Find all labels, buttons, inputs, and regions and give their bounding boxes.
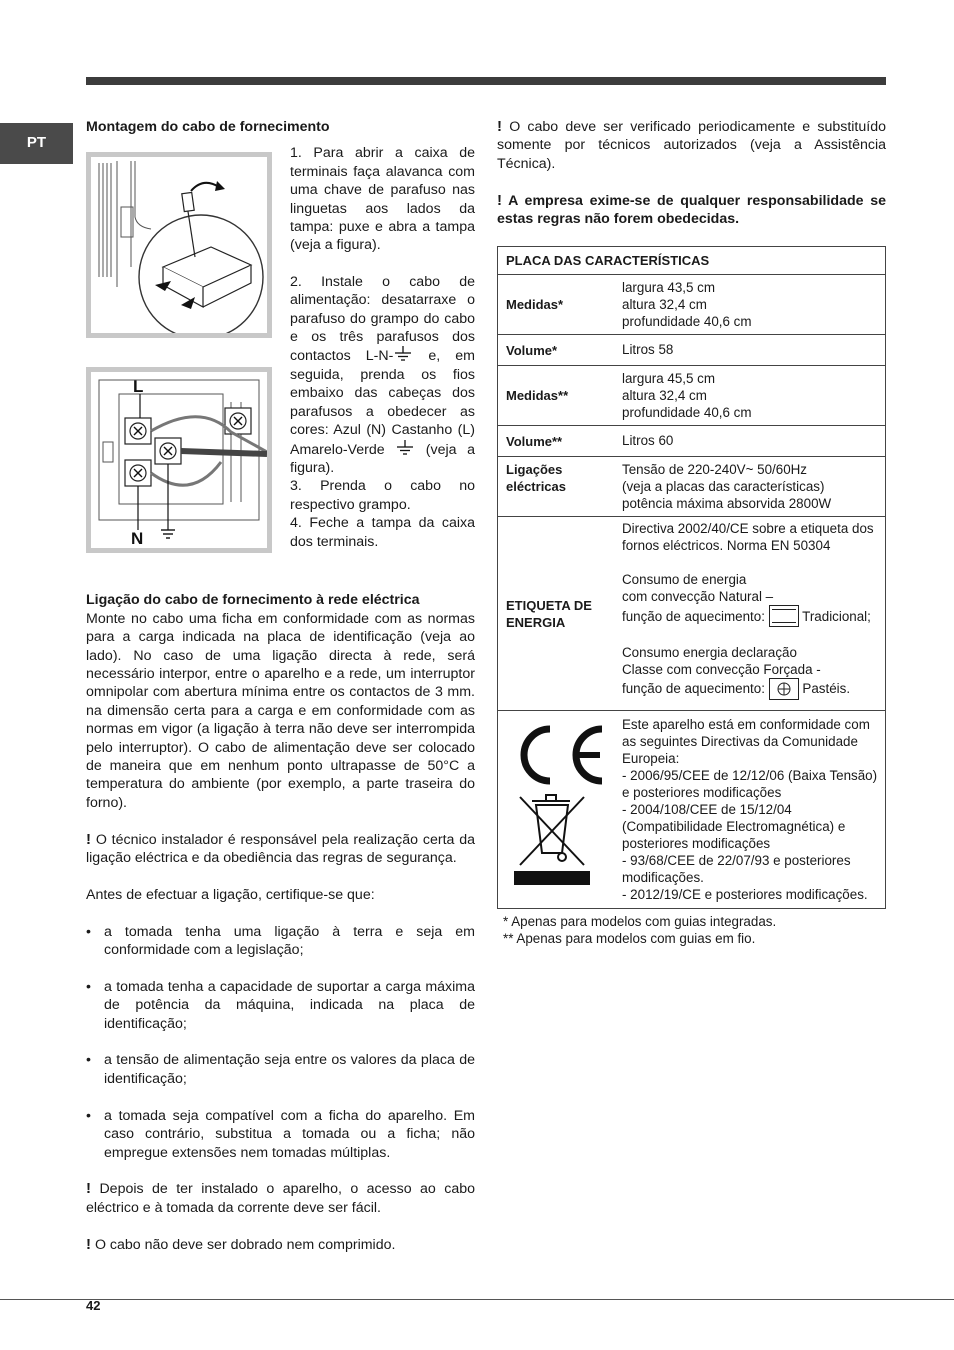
step-4: 4. Feche a tampa da caixa dos terminais. (290, 515, 475, 550)
warning-installer: ! O técnico instalador é responsável pela realização certa da ligação eléctrica e da obediência das regras de segurança. (86, 830, 475, 867)
table-row: Volume* Litros 58 (498, 335, 886, 366)
warning-icon: ! (497, 118, 502, 135)
table-title: PLACA DAS CARACTERÍSTICAS (498, 247, 886, 275)
list-item: • a tomada tenha a capacidade de suportar a carga máxima de potência da máquina, indicada na placa de identificação; (86, 978, 475, 1033)
figures-and-steps (86, 145, 475, 592)
label-L: L (133, 377, 144, 397)
before-connection-text: Antes de efectuar a ligação, certifique-se que: (86, 886, 375, 903)
section-title-mains-connection: Ligação do cabo de fornecimento à rede eléctrica (86, 592, 420, 609)
table-row: Medidas** largura 45,5 cm altura 32,4 cm profundidade 40,6 cm (498, 366, 886, 426)
checklist (86, 923, 475, 1162)
footnote: * Apenas para modelos com guias integradas. (503, 914, 777, 930)
ce-weee-marks (506, 715, 606, 887)
warning-access: ! Depois de ter instalado o aparelho, o acesso ao cabo eléctrico e à tomada da corrente deve ser fácil. (86, 1180, 475, 1216)
mains-connection-text: Monte no cabo uma ficha em conformidade com as normas para a carga indicada na placa de identificação (veja ao lado). No caso de uma ligação directa à rede, será necessário interpor, entre o aparelho e a rede, um interruptor omnipolar com abertura mínima entre os contactos de 3 mm. na dimensão certa para a carga e em conformidade com as normas em vigor (a ligação à terra não deve ser interrompida pelo interruptor). O cabo de alimentação deve ser colocado de maneira que em nenhum ponto ultrapasse de 50°C a temperatura do ambiente (por exemplo, a parte traseira do forno). (86, 610, 475, 811)
weee-bin-icon (520, 795, 584, 865)
warning-icon: ! (497, 191, 502, 209)
table-row: Medidas* largura 43,5 cm altura 32,4 cm profundidade 40,6 cm (498, 275, 886, 335)
label-N: N (131, 529, 144, 549)
step-2: 2. Instale o cabo de alimentação: desatarraxe o parafuso do grampo do cabo e os três parafusos dos contactos L-N- e, em seguida, prenda os fios embaixo das cabeças dos parafusos a obedecer as cores: Azul (N) Castanho (L) Amarelo-Verde (veja a figura). (290, 273, 475, 476)
ce-mark-icon (524, 729, 602, 781)
footer-rule (0, 1299, 954, 1300)
warning-icon: ! (86, 1235, 91, 1253)
warning-icon: ! (86, 830, 91, 848)
ground-icon (393, 346, 413, 362)
warning-icon: ! (86, 1180, 91, 1198)
terminal-box-illustration (91, 157, 267, 333)
step-3: 3. Prenda o cabo no respectivo grampo. (290, 478, 475, 513)
list-item: • a tomada seja compatível com a ficha do aparelho. Em caso contrário, substitua a tomada ou a ficha; não empregue extensões nem tomadas múltiplas. (86, 1107, 475, 1162)
terminal-box-figure (86, 152, 272, 338)
left-column (86, 118, 475, 1254)
wiring-figure (86, 367, 272, 553)
installation-steps (290, 144, 475, 551)
fan-heating-icon (769, 678, 799, 700)
header-bar (86, 77, 886, 85)
table-row-energy-label: ETIQUETA DE ENERGIA Directiva 2002/40/CE sobre a etiqueta dos fornos eléctricos. Norma EN 50304 Consumo de energia com convecção Natural – função de aquecimento: Tradicional; Consumo energia declaração Classe com convecção Forçada - função de aquecimento: Pastéis. (498, 517, 886, 711)
warning-bend: ! O cabo não deve ser dobrado nem comprimido. (86, 1235, 396, 1253)
ground-icon (395, 440, 415, 456)
section-title-cable-assembly: Montagem do cabo de fornecimento (86, 119, 330, 135)
list-item: • a tomada tenha uma ligação à terra e seja em conformidade com a legislação; (86, 923, 475, 960)
language-tab: PT (0, 123, 73, 164)
warning-cable-check: ! O cabo deve ser verificado periodicamente e substituído somente por técnicos autorizados (veja a Assistência Técnica). (497, 118, 886, 172)
table-row: Volume** Litros 60 (498, 426, 886, 457)
footnotes (497, 913, 886, 947)
weee-bar-icon (514, 871, 590, 885)
step-1: 1. Para abrir a caixa de terminais faça alavanca com uma chave de parafuso nas linguetas aos lados da tampa: puxe e abra a tampa (veja a figura). (290, 145, 475, 254)
traditional-heating-icon (769, 605, 799, 627)
list-item: • a tensão de alimentação seja entre os valores da placa de identificação; (86, 1051, 475, 1088)
right-column (497, 118, 886, 947)
warning-liability: ! A empresa exime-se de qualquer responsabilidade se estas regras não forem obedecidas. (497, 191, 886, 228)
footnote: ** Apenas para modelos com guias em fio. (503, 931, 756, 947)
table-row-ce: Este aparelho está em conformidade com as seguintes Directivas da Comunidade Europeia: - 2006/95/CEE de 12/12/06 (Baixa Tensão) e posteriores modificações - 2004/108/CEE de 15/12/04 (Compatibilidade Electromagnética) e posteriores modificações - 93/68/CEE de 22/07/93 e posteriores modificações. - 2012/19/CE e posteriores modificações. (498, 711, 886, 909)
wiring-illustration (91, 372, 267, 548)
table-row: Ligações eléctricas Tensão de 220-240V~ 50/60Hz (veja a placas das características) potência máxima absorvida 2800W (498, 457, 886, 517)
characteristics-table (497, 246, 886, 909)
page-number: 42 (86, 1298, 101, 1313)
